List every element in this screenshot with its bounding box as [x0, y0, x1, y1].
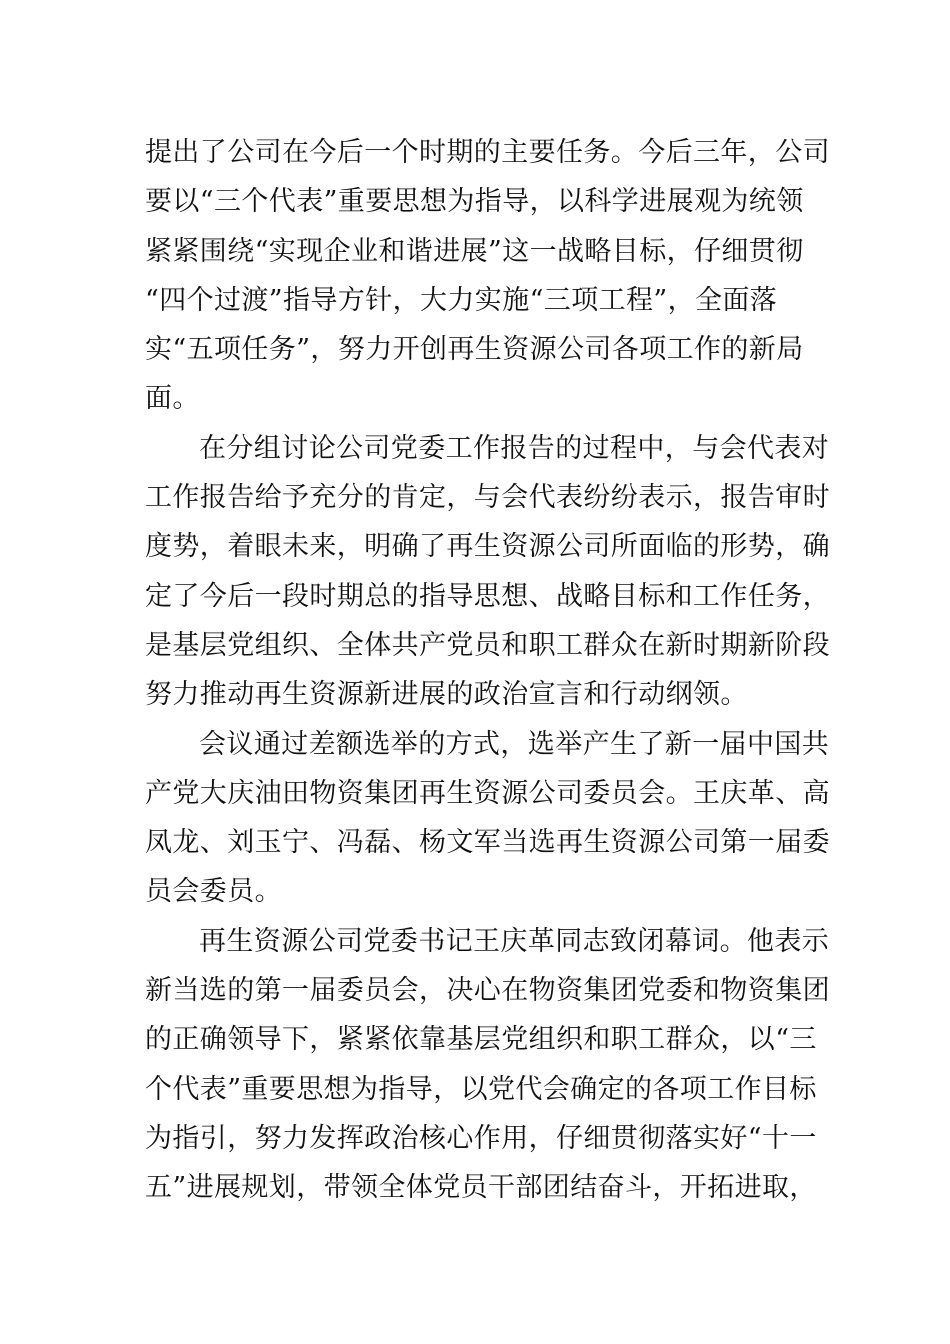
paragraph	[145, 424, 830, 720]
text-line: 面。	[145, 383, 200, 415]
text-line: 凤龙、刘玉宁、冯磊、杨文军当选再生资源公司第一届委	[145, 827, 830, 859]
text-line: 要以“三个代表”重要思想为指导，以科学进展观为统领	[145, 186, 804, 218]
body-text	[145, 128, 830, 1213]
text-line: 是基层党组织、全体共产党员和职工群众在新时期新阶段	[145, 629, 830, 661]
paragraph	[145, 917, 830, 1213]
text-line: 紧紧围绕“实现企业和谐进展”这一战略目标，仔细贯彻	[145, 235, 804, 267]
text-line: 员会委员。	[145, 876, 282, 908]
text-line: 个代表”重要思想为指导，以党代会确定的各项工作目标	[145, 1073, 817, 1105]
text-line: 在分组讨论公司党委工作报告的过程中，与会代表对	[199, 432, 830, 464]
paragraph	[145, 128, 830, 424]
text-line: 实“五项任务”，努力开创再生资源公司各项工作的新局	[145, 334, 804, 366]
text-line: 产党大庆油田物资集团再生资源公司委员会。王庆革、高	[145, 777, 830, 809]
text-line: 会议通过差额选举的方式，选举产生了新一届中国共	[199, 728, 830, 760]
text-line: 五”进展规划，带领全体党员干部团结奋斗，开拓进取，	[145, 1172, 817, 1204]
text-line: 工作报告给予充分的肯定，与会代表纷纷表示，报告审时	[145, 482, 830, 514]
text-line: 再生资源公司党委书记王庆革同志致闭幕词。他表示	[199, 925, 830, 957]
text-line: 努力推动再生资源新进展的政治宣言和行动纲领。	[145, 679, 748, 711]
text-line: “四个过渡”指导方针，大力实施“三项工程”，全面落	[145, 284, 778, 316]
text-line: 新当选的第一届委员会，决心在物资集团党委和物资集团	[145, 975, 830, 1007]
text-line: 提出了公司在今后一个时期的主要任务。今后三年，公司	[145, 137, 830, 168]
text-line: 的正确领导下，紧紧依靠基层党组织和职工群众，以“三	[145, 1024, 817, 1056]
text-line: 度势，着眼未来，明确了再生资源公司所面临的形势，确	[145, 531, 830, 563]
text-line: 为指引，努力发挥政治核心作用，仔细贯彻落实好“十一	[145, 1122, 817, 1154]
text-line: 定了今后一段时期总的指导思想、战略目标和工作任务，	[145, 580, 830, 612]
paragraph	[145, 720, 830, 917]
